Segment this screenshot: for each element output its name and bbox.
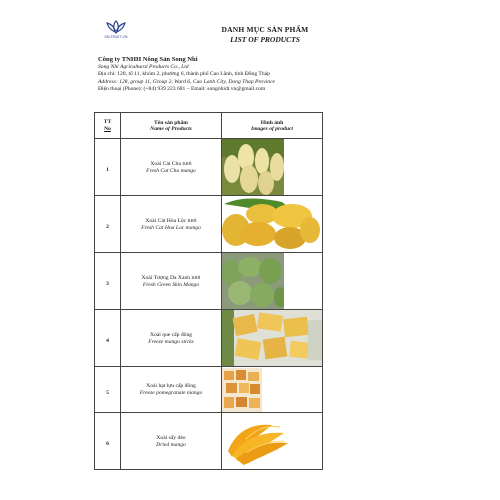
product-image-cell [222, 139, 323, 196]
product-image-cell [222, 253, 323, 310]
table-row [95, 310, 323, 367]
fresh-cat-hoa-loc-mango-photo [222, 196, 322, 252]
header-number: TT No [95, 113, 121, 139]
product-name-cell: Xoài Cát Hòa Lộc tươi Fresh Cat Hoa Loc mango [121, 196, 222, 253]
row-number: 4 [95, 310, 121, 367]
title-english: LIST OF PRODUCTS [230, 35, 300, 44]
company-address-vietnamese: Địa chỉ: 128, tổ 11, khóm 2, phường 6, thành phố Cao Lãnh, tỉnh Đồng Tháp [98, 71, 270, 78]
products-table [94, 112, 323, 470]
frozen-diced-mango-photo [222, 368, 262, 412]
product-name-cell: Xoài Cát Chu tươi Fresh Cat Chu mango [121, 139, 222, 196]
frozen-mango-sticks-photo [222, 310, 322, 366]
company-name: Công ty TNHH Nông Sản Song Nhi [98, 56, 198, 63]
header-product-name: Tên sản phẩm Name of Products [121, 113, 222, 139]
company-name-english: Song Nhi Agricultural Products Co., Ltd [98, 63, 189, 70]
table-header-row [95, 113, 323, 139]
green-skin-mango-photo [222, 253, 284, 309]
product-name-cell: Xoài sấy dẻo Dried mango [121, 413, 222, 470]
logo-brand-text: SN.FRUIT.VN [104, 35, 128, 39]
company-logo [98, 20, 134, 39]
table-row [95, 196, 323, 253]
document-title [180, 25, 350, 44]
product-name-cell: Xoài Tượng Da Xanh tươi Fresh Green Skin Mango [121, 253, 222, 310]
company-contact: Điện thoại (Phone): (+84) 939 223 681 – Email: songnhidt.vn@gmail.com [98, 86, 266, 93]
row-number: 6 [95, 413, 121, 470]
table-row [95, 253, 323, 310]
table-row [95, 367, 323, 413]
product-image-cell [222, 310, 323, 367]
header-product-image: Hình ảnh Images of product [222, 113, 323, 139]
fresh-cat-chu-mango-photo [222, 139, 284, 195]
row-number: 3 [95, 253, 121, 310]
product-name-cell: Xoài que cấp đông Freeze mango sticks [121, 310, 222, 367]
company-info [98, 56, 418, 94]
table-row [95, 139, 323, 196]
lotus-logo-icon [105, 20, 127, 34]
product-image-cell [222, 413, 323, 470]
product-name-cell: Xoài hạt lựu cấp đông Freeze pomegranate mango [121, 367, 222, 413]
dried-mango-photo [222, 413, 294, 469]
product-image-cell [222, 196, 323, 253]
company-address-english: Address: 128, group 11, Group 2, Ward 6, Cao Lanh City, Dong Thap Province [98, 78, 276, 85]
product-image-cell [222, 367, 323, 413]
title-vietnamese: DANH MỤC SẢN PHẨM [221, 25, 309, 34]
row-number: 2 [95, 196, 121, 253]
row-number: 1 [95, 139, 121, 196]
row-number: 5 [95, 367, 121, 413]
table-row [95, 413, 323, 470]
